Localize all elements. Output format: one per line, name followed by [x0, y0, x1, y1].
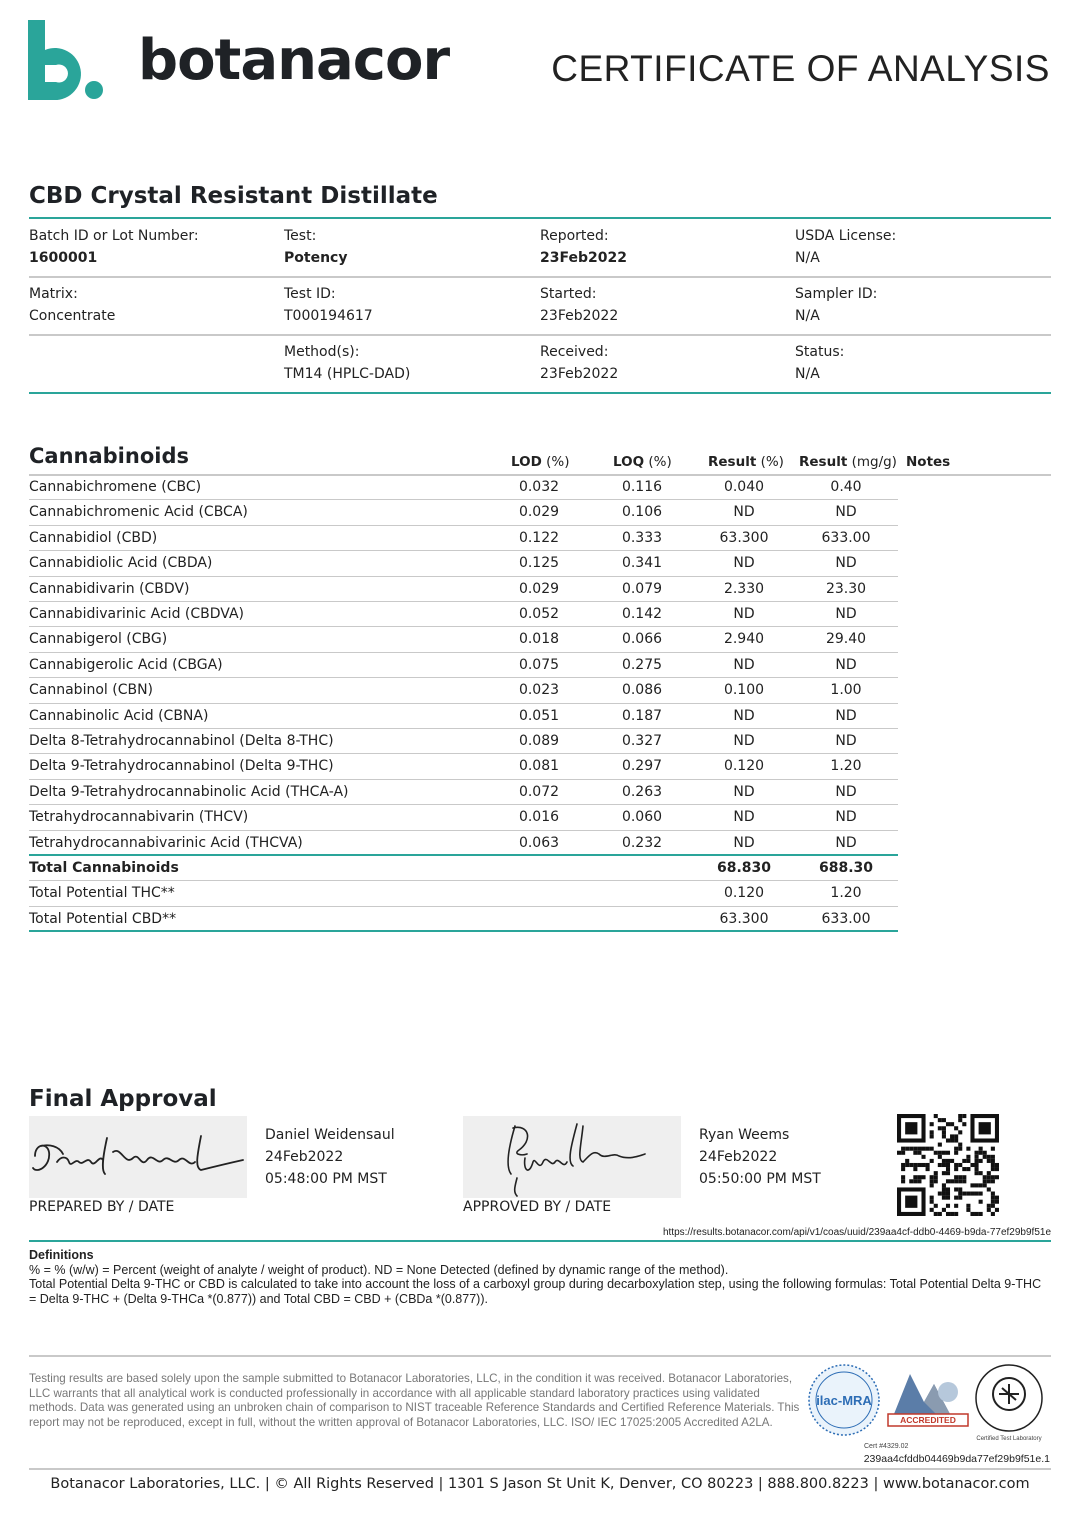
header-loq-unit: (%) — [648, 454, 672, 470]
row-loq: 0.327 — [621, 733, 663, 749]
status-value: N/A — [795, 366, 820, 382]
row-name: Cannabidiolic Acid (CBDA) — [29, 555, 213, 572]
signature-icon — [463, 1116, 681, 1198]
definitions-line-1: % = % (w/w) = Percent (weight of analyte / weight of product). ND = None Detected (defined by dynamic range of the method). — [29, 1262, 729, 1277]
total-row — [29, 881, 898, 906]
header-result-mg — [799, 454, 897, 470]
usda-value: N/A — [795, 250, 820, 266]
row-result-mg: ND — [835, 707, 857, 724]
row-name: Tetrahydrocannabivarin (THCV) — [29, 809, 249, 826]
row-result-mg: 633.00 — [821, 910, 871, 927]
row-result-pct: 2.330 — [723, 580, 765, 597]
definitions-title: Definitions — [29, 1248, 94, 1262]
received-info — [540, 344, 618, 382]
total-row — [29, 856, 898, 881]
header-loq — [613, 454, 672, 470]
row-name: Cannabidivarin (CBDV) — [29, 580, 190, 597]
usda-label: USDA License: — [795, 228, 897, 244]
row-result-pct: ND — [733, 707, 755, 724]
cannabinoids-title: Cannabinoids — [29, 444, 189, 468]
table-row — [29, 526, 898, 551]
approved-time: 05:50:00 PM MST — [699, 1171, 821, 1187]
row-result-pct: 68.830 — [716, 860, 772, 876]
matrix-label: Matrix: — [29, 286, 78, 302]
row-result-mg: ND — [835, 606, 857, 622]
row-name: Delta 9-Tetrahydrocannabinolic Acid (THCA-A) — [29, 783, 349, 800]
row-lod: 0.051 — [518, 707, 560, 724]
prepared-name: Daniel Weidensaul — [265, 1127, 395, 1143]
row-loq: 0.187 — [621, 707, 663, 724]
row-name: Total Potential THC** — [29, 885, 175, 902]
table-row — [29, 653, 898, 678]
a2la-icon — [888, 1374, 968, 1426]
table-row — [29, 602, 898, 627]
row-lod: 0.063 — [518, 834, 560, 851]
botanacor-logo-icon — [28, 20, 108, 104]
row-name: Cannabinol (CBN) — [29, 682, 154, 699]
row-result-pct: ND — [733, 656, 755, 673]
row-lod: 0.029 — [518, 504, 560, 521]
divider — [29, 334, 1051, 336]
header-loq-bold: LOQ — [613, 454, 645, 470]
header-lod-unit: (%) — [546, 454, 570, 470]
accreditation-badges — [806, 1362, 1054, 1444]
table-row — [29, 627, 898, 652]
received-label: Received: — [540, 344, 609, 360]
row-lod: 0.081 — [518, 758, 560, 775]
row-loq: 0.232 — [621, 834, 663, 851]
brand-wordmark: botanacor — [138, 28, 450, 93]
started-info — [540, 286, 618, 324]
total-row — [29, 907, 898, 932]
row-result-pct: 0.120 — [723, 758, 765, 775]
row-result-pct: ND — [733, 783, 755, 800]
approved-signature — [463, 1116, 681, 1198]
reported-value: 23Feb2022 — [540, 250, 627, 266]
row-result-mg: ND — [835, 555, 857, 572]
row-name: Delta 9-Tetrahydrocannabinol (Delta 9-THC) — [29, 758, 334, 775]
document-title: CERTIFICATE OF ANALYSIS — [551, 48, 1050, 89]
batch-label: Batch ID or Lot Number: — [29, 228, 199, 244]
test-id-info — [284, 286, 373, 324]
row-result-mg: 23.30 — [825, 580, 867, 597]
row-loq: 0.106 — [621, 504, 663, 521]
row-lod: 0.072 — [518, 783, 560, 800]
table-row — [29, 678, 898, 703]
row-loq: 0.333 — [621, 529, 663, 546]
batch-value: 1600001 — [29, 250, 98, 266]
prepared-caption: PREPARED BY / DATE — [29, 1199, 175, 1215]
status-info — [795, 344, 844, 382]
table-row — [29, 475, 898, 500]
table-row — [29, 780, 898, 805]
row-loq: 0.066 — [621, 631, 663, 648]
row-lod: 0.052 — [518, 606, 560, 622]
row-result-pct: ND — [733, 555, 755, 572]
qr-code-icon[interactable] — [897, 1114, 999, 1216]
signature-icon — [29, 1116, 247, 1198]
divider — [29, 1468, 1051, 1470]
row-result-mg: 1.20 — [830, 885, 862, 902]
row-result-mg: ND — [835, 733, 857, 749]
row-loq: 0.275 — [621, 656, 663, 673]
row-result-pct: ND — [733, 504, 755, 521]
started-label: Started: — [540, 286, 597, 302]
row-name: Cannabichromenic Acid (CBCA) — [29, 504, 248, 521]
table-row — [29, 729, 898, 754]
disclaimer: Testing results are based solely upon the sample submitted to Botanacor Laboratories, LLC, in the condition it was received. Botanacor Laboratories, LLC warrants that all analytical work is conducted professionally in accordance with all applicable standard laboratory practices using validated methods. Data was generated using an unbroken chain of comparison to NIST traceable Reference Standards and Certified Reference Materials. This report may not be reproduced, except in full, without the written approval of Botanacor Laboratories, LLC. ISO/ IEC 17025:2005 Accredited A2LA. — [29, 1372, 800, 1429]
divider — [29, 392, 1051, 394]
header-lod-bold: LOD — [511, 454, 542, 470]
row-name: Cannabigerolic Acid (CBGA) — [29, 656, 223, 673]
prepared-info — [265, 1124, 395, 1190]
row-lod: 0.125 — [518, 555, 560, 572]
header-notes — [906, 454, 950, 470]
row-result-mg: 1.00 — [830, 682, 862, 699]
table-row — [29, 805, 898, 830]
approved-info — [699, 1124, 821, 1190]
matrix-value: Concentrate — [29, 308, 116, 324]
row-lod: 0.029 — [518, 580, 560, 597]
row-name: Cannabigerol (CBG) — [29, 631, 168, 648]
test-info — [284, 228, 347, 266]
batch-info — [29, 228, 199, 266]
row-loq: 0.086 — [621, 682, 663, 699]
sampler-value: N/A — [795, 308, 820, 324]
product-title: CBD Crystal Resistant Distillate — [29, 183, 438, 209]
row-name: Cannabinolic Acid (CBNA) — [29, 707, 209, 724]
row-result-mg: 1.20 — [830, 758, 862, 775]
header-notes-bold: Notes — [906, 454, 951, 470]
ilac-text: ilac-MRA — [816, 1393, 872, 1408]
divider — [29, 1355, 1051, 1357]
started-value: 23Feb2022 — [540, 308, 619, 324]
divider — [29, 217, 1051, 219]
cert-number: Cert #4329.02 — [864, 1443, 909, 1450]
row-lod: 0.122 — [518, 529, 560, 546]
row-result-pct: 0.100 — [723, 682, 765, 699]
row-loq: 0.142 — [621, 606, 663, 622]
row-result-mg: 688.30 — [818, 860, 874, 876]
row-lod: 0.016 — [518, 809, 560, 826]
prepared-time: 05:48:00 PM MST — [265, 1171, 387, 1187]
row-loq: 0.116 — [621, 479, 663, 495]
row-lod: 0.075 — [518, 656, 560, 673]
prepared-signature — [29, 1116, 247, 1198]
table-row — [29, 500, 898, 525]
methods-value: TM14 (HPLC-DAD) — [284, 366, 411, 382]
approved-caption: APPROVED BY / DATE — [463, 1199, 612, 1215]
row-name: Tetrahydrocannabivarinic Acid (THCVA) — [29, 834, 303, 851]
row-result-mg: ND — [835, 834, 857, 851]
row-result-pct: ND — [733, 606, 755, 622]
row-loq: 0.060 — [621, 809, 663, 826]
astm-caption: Certified Test Laboratory — [976, 1436, 1042, 1442]
table-row — [29, 577, 898, 602]
row-lod: 0.018 — [518, 631, 560, 648]
ilac-mra-icon — [809, 1365, 879, 1435]
row-lod: 0.089 — [518, 733, 560, 749]
header-lod — [511, 454, 569, 470]
row-loq: 0.297 — [621, 758, 663, 775]
table-row — [29, 754, 898, 779]
header-result-mg-bold: Result — [799, 454, 848, 470]
final-approval-title: Final Approval — [29, 1086, 217, 1112]
row-name: Total Potential CBD** — [29, 910, 177, 927]
definitions-line-2: Total Potential Delta 9-THC or CBD is calculated to take into account the loss of a carboxyl group during decarboxylation step, using the following formulas: Total Potential Delta 9-THC = Delta 9-THC + (Delta 9-THCa *(0.877)) and Total CBD = CBD + (CBDa *(0.877)). — [29, 1277, 1042, 1306]
row-divider — [29, 930, 898, 932]
test-label: Test: — [284, 228, 317, 244]
header-result-mg-unit: (mg/g) — [851, 454, 897, 470]
matrix-info — [29, 286, 115, 324]
row-lod: 0.032 — [518, 479, 560, 495]
reported-info — [540, 228, 627, 266]
row-result-pct: 2.940 — [723, 631, 765, 648]
row-result-mg: ND — [835, 656, 857, 673]
header-result-pct-unit: (%) — [760, 454, 784, 470]
divider — [29, 276, 1051, 278]
prepared-date: 24Feb2022 — [265, 1149, 344, 1165]
row-result-pct: 63.300 — [719, 910, 769, 927]
test-id-value: T000194617 — [284, 308, 373, 324]
row-result-pct: ND — [733, 809, 755, 826]
definitions — [29, 1248, 1051, 1306]
footer: Botanacor Laboratories, LLC. | © All Rights Reserved | 1301 S Jason St Unit K, Denver, CO 80223 | 888.800.8223 | www.botanacor.com — [50, 1476, 1030, 1492]
row-loq: 0.263 — [621, 783, 663, 800]
results-url[interactable]: https://results.botanacor.com/api/v1/coas/uuid/239aa4cf-ddb0-4469-b9da-77ef29b9f51e — [662, 1227, 1051, 1238]
usda-info — [795, 228, 896, 266]
table-row — [29, 831, 898, 856]
row-result-pct: ND — [733, 834, 755, 851]
row-loq: 0.341 — [621, 555, 663, 572]
row-name: Delta 8-Tetrahydrocannabinol (Delta 8-THC) — [29, 733, 334, 749]
header-result-pct — [708, 454, 784, 470]
row-name: Cannabidivarinic Acid (CBDVA) — [29, 606, 245, 622]
accredited-text: ACCREDITED — [900, 1415, 956, 1425]
row-name: Cannabidiol (CBD) — [29, 529, 158, 546]
row-name: Cannabichromene (CBC) — [29, 479, 202, 495]
status-label: Status: — [795, 344, 845, 360]
astm-icon — [976, 1365, 1042, 1442]
test-id-label: Test ID: — [284, 286, 336, 302]
header-result-pct-bold: Result — [708, 454, 757, 470]
table-row — [29, 704, 898, 729]
row-result-pct: 0.120 — [723, 885, 765, 902]
row-name: Total Cannabinoids — [29, 860, 179, 876]
row-result-mg: ND — [835, 809, 857, 826]
reported-label: Reported: — [540, 228, 609, 244]
cert-hash: 239aa4cfddb04469b9da77ef29b9f51e.1 — [863, 1453, 1050, 1465]
row-result-pct: 63.300 — [719, 529, 769, 546]
methods-info — [284, 344, 410, 382]
divider — [29, 1240, 1051, 1242]
methods-label: Method(s): — [284, 344, 360, 360]
approved-date: 24Feb2022 — [699, 1149, 778, 1165]
table-row — [29, 551, 898, 576]
row-loq: 0.079 — [621, 580, 663, 597]
row-result-mg: ND — [835, 504, 857, 521]
sampler-label: Sampler ID: — [795, 286, 878, 302]
row-result-mg: ND — [835, 783, 857, 800]
received-value: 23Feb2022 — [540, 366, 619, 382]
approved-name: Ryan Weems — [699, 1127, 790, 1143]
sampler-info — [795, 286, 877, 324]
row-result-pct: ND — [733, 733, 755, 749]
row-result-mg: 29.40 — [825, 631, 867, 648]
row-result-mg: 633.00 — [821, 529, 871, 546]
row-result-pct: 0.040 — [723, 479, 765, 495]
row-result-mg: 0.40 — [830, 479, 862, 495]
test-value: Potency — [284, 250, 348, 266]
row-lod: 0.023 — [518, 682, 560, 699]
